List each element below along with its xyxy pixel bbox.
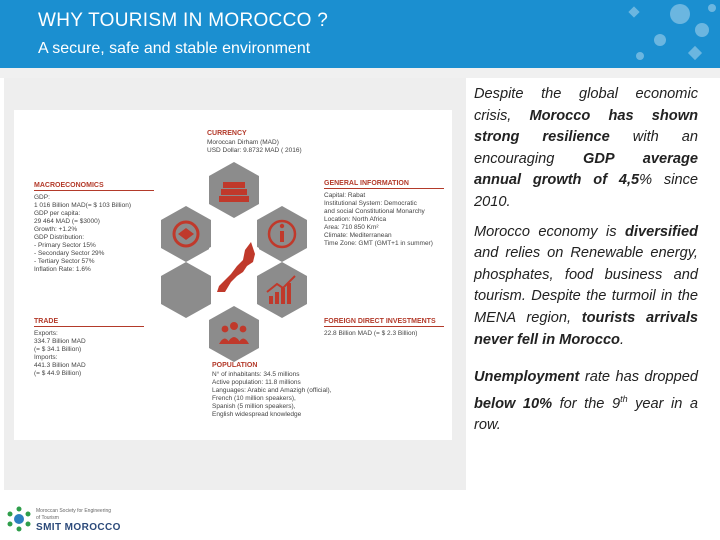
text-run: % since 2010. <box>474 172 698 210</box>
footer-logo-line: of Tourism <box>36 515 59 521</box>
general-divider <box>324 188 444 189</box>
hex-cluster <box>159 162 309 362</box>
general-heading: GENERAL INFORMATION <box>324 180 409 187</box>
text-run-bold: below 10% <box>474 395 553 412</box>
currency-line: Moroccan Dirham (MAD) <box>207 139 279 146</box>
fdi-divider <box>324 326 444 327</box>
growth-chart-icon <box>257 262 307 318</box>
macro-line: GDP Distribution: <box>34 234 85 241</box>
text-run: and relies on Renewable energy, phosphates, food business and tourism. Despite the turmoil in the MENA region, <box>474 245 698 326</box>
general-line: and social Constitutional Monarchy <box>324 208 425 215</box>
page-title: WHY TOURISM IN MOROCCO ? <box>38 10 329 31</box>
text-superscript: th <box>620 393 628 404</box>
people-icon <box>209 306 259 362</box>
general-line: Climate: Mediterranean <box>324 232 392 239</box>
population-heading: POPULATION <box>212 362 258 369</box>
general-line: Capital: Rabat <box>324 192 366 199</box>
text-run: rate has dropped <box>579 369 698 386</box>
general-line: Institutional System: Democratic <box>324 200 417 207</box>
population-line: Languages: Arabic and Amazigh (official), <box>212 387 332 394</box>
text-run: Morocco economy is <box>474 223 625 240</box>
header-separator <box>0 68 720 78</box>
trade-heading: TRADE <box>34 318 59 325</box>
population-line: French (10 million speakers), <box>212 395 296 402</box>
text-run-bold: Morocco has shown strong resilience <box>474 107 698 146</box>
population-line: Spanish (5 million speakers), <box>212 403 296 410</box>
population-line: English widespread knowledge <box>212 411 302 418</box>
general-line: Area: 710 850 Km² <box>324 224 379 231</box>
trade-line: Imports: <box>34 354 58 361</box>
currency-heading: CURRENCY <box>207 130 247 137</box>
footer <box>0 496 720 540</box>
text-run: . <box>619 331 625 348</box>
body-text <box>474 84 698 437</box>
macro-line: Inflation Rate: 1.6% <box>34 266 91 273</box>
text-run-bold: diversified <box>625 223 698 240</box>
money-stack-icon <box>209 162 259 218</box>
paragraph-gdp <box>474 84 698 214</box>
trade-line: 334.7 Billion MAD <box>34 338 86 345</box>
trade-handshake-icon <box>161 206 211 262</box>
macro-line: Growth: +1.2% <box>34 226 78 233</box>
macro-heading: MACROECONOMICS <box>34 182 104 189</box>
text-run-bold: GDP average annual growth of 4,5 <box>474 150 698 189</box>
macro-line: - Secondary Sector 29% <box>34 250 105 257</box>
fdi-heading: FOREIGN DIRECT INVESTMENTS <box>324 318 436 325</box>
info-icon <box>257 206 307 262</box>
general-line: Time Zone: GMT (GMT+1 in summer) <box>324 240 433 247</box>
fdi-line: 22.8 Billion MAD (= $ 2.3 Billion) <box>324 330 418 337</box>
paragraph-economy <box>474 222 698 352</box>
macro-line: GDP per capita: <box>34 210 81 217</box>
general-line: Location: North Africa <box>324 216 387 223</box>
footer-logo-line: Moroccan Society for Engineering <box>36 508 112 514</box>
page-subtitle: A secure, safe and stable environment <box>38 40 311 57</box>
text-run: for the 9 <box>552 395 621 412</box>
trade-divider <box>34 326 144 327</box>
currency-line: USD Dollar: 9.8732 MAD ( 2016) <box>207 147 302 154</box>
text-run: Despite the global economic crisis, <box>474 86 698 124</box>
trade-line: (= $ 44.9 Billion) <box>34 370 82 377</box>
population-line: Active population: 11.8 millions <box>212 379 301 386</box>
morocco-map-icon <box>209 234 259 292</box>
trade-line: 441.3 Billion MAD <box>34 362 86 369</box>
macro-line: 29 464 MAD (= $3000) <box>34 218 100 225</box>
macro-line: - Tertiary Sector 57% <box>34 258 95 265</box>
trade-line: (= $ 34.1 Billion) <box>34 346 82 353</box>
smit-logo-icon <box>4 504 34 534</box>
trade-line: Exports: <box>34 330 58 337</box>
macro-divider <box>34 190 154 191</box>
paragraph-unemployment <box>474 367 698 437</box>
text-run-bold: Unemployment <box>474 369 580 386</box>
morocco-infographic <box>14 110 452 440</box>
header-banner <box>0 0 720 68</box>
population-line: N° of inhabitants: 34.5 millions <box>212 371 300 378</box>
macro-line: - Primary Sector 15% <box>34 242 96 249</box>
macro-line: GDP: <box>34 194 50 201</box>
text-run-bold: tourists arrivals never fell in Morocco <box>474 309 698 348</box>
text-run: with an encouraging <box>474 129 698 167</box>
macro-line: 1 016 Billion MAD(= $ 103 Billion) <box>34 202 132 209</box>
text-run: year in a row. <box>474 395 698 434</box>
decorative-pattern <box>480 0 720 68</box>
trade-exports-icon <box>161 262 211 318</box>
footer-brand: SMIT MOROCCO <box>36 522 121 533</box>
